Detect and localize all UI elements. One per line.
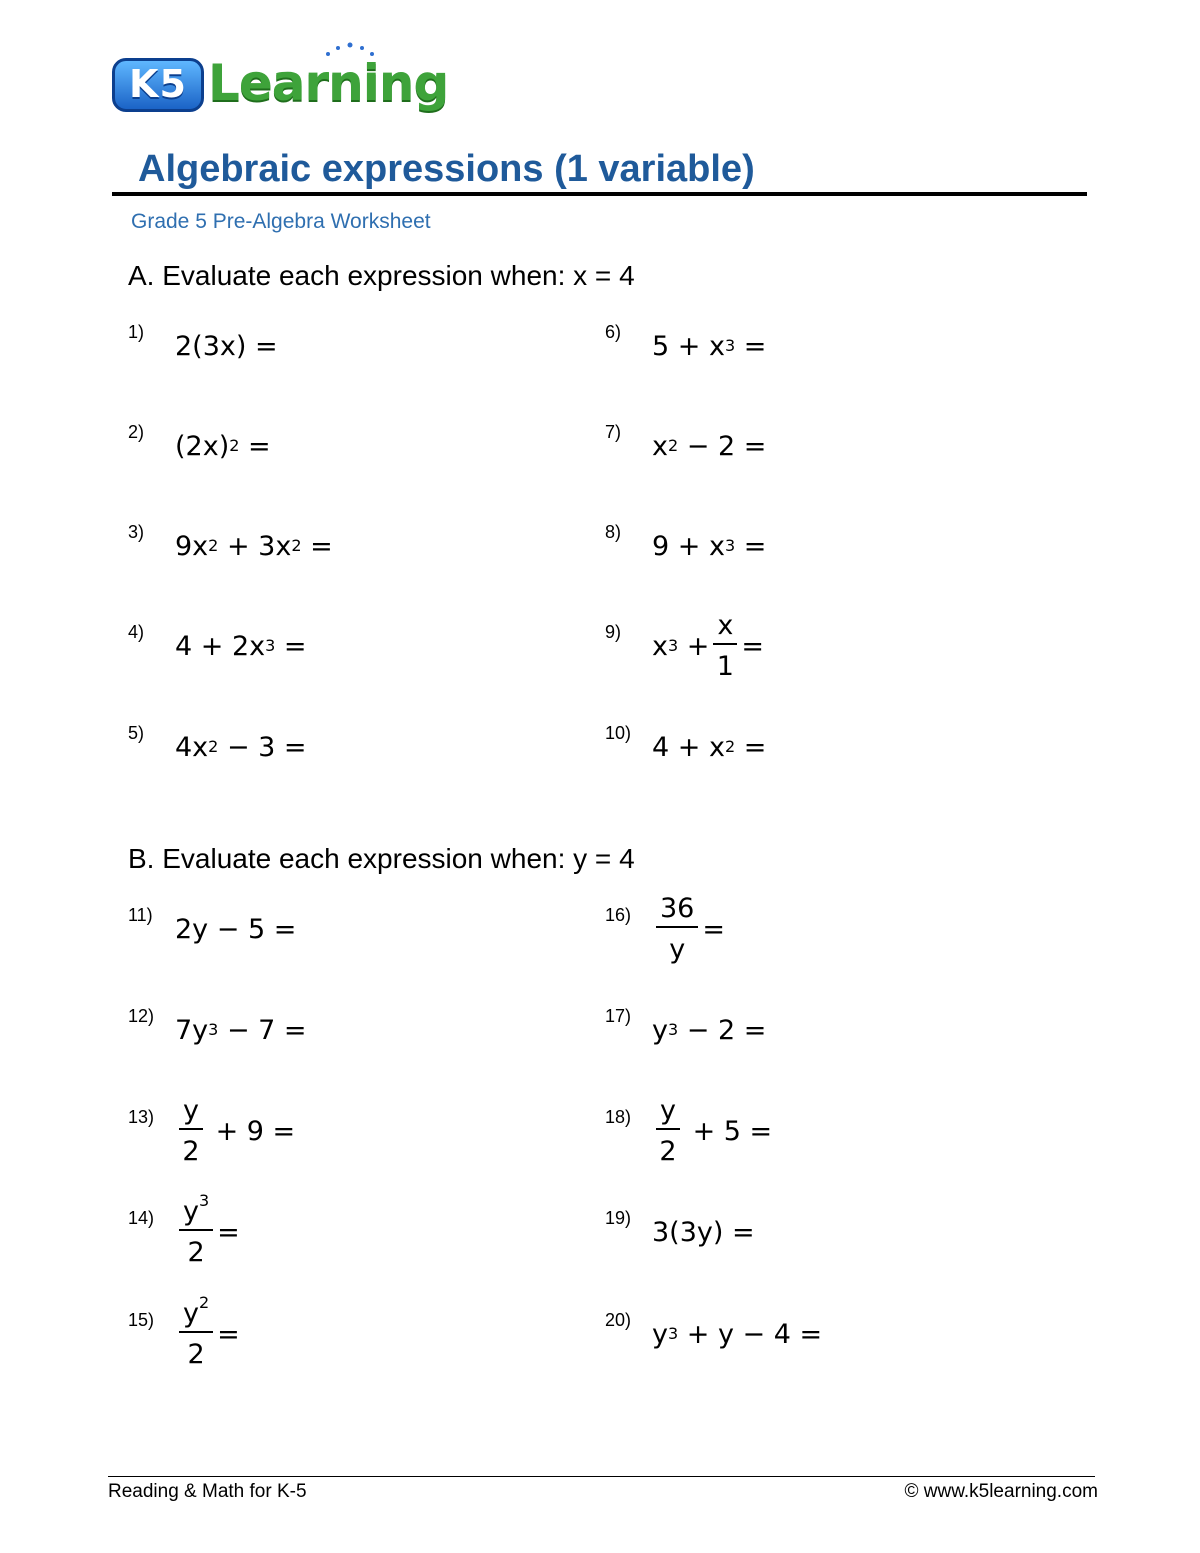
problem-number: 6) [605,322,622,342]
expression-text: − 3 = [218,731,307,763]
problem-expression: 7y 3 − 7 = [175,1014,307,1046]
exponent: 3 [198,1191,210,1210]
expression-text: 3(3y) = [652,1216,755,1248]
expression-text: y [652,1318,668,1350]
expression-text: 4 + x [652,731,725,763]
expression-text: + y − 4 = [678,1318,823,1350]
logo-wordmark: Learning [208,54,449,112]
expression-text: x [652,430,668,462]
expression-text: = [301,530,333,562]
expression-text: = [275,630,307,662]
k5-learning-logo [112,40,449,120]
fraction-numerator [179,1293,213,1333]
problem-number: 15) [128,1310,155,1330]
expression-text: 2 [182,1136,200,1167]
problem-number: 10) [605,723,632,743]
problem-number: 2) [128,422,145,442]
expression-text: + [678,630,710,662]
expression-text: x [652,630,668,662]
expression-text: 2(3x) = [175,330,278,362]
expression-text: 9 + x [652,530,725,562]
problem-number: 1) [128,322,145,342]
fraction-numerator [179,1191,213,1231]
expression-text: = [741,630,764,662]
problem-expression: (2x) 2 = [175,430,271,462]
fraction [179,1097,203,1165]
expression-text: − 7 = [218,1014,307,1046]
expression-text: = [735,731,767,763]
problem-expression: x 2 − 2 = [652,430,767,462]
expression-text: + 9 = [206,1115,296,1147]
expression-text: + 5 = [683,1115,773,1147]
expression-text: y [183,1095,199,1126]
fraction-denominator [187,1231,204,1266]
fraction-numerator [179,1097,203,1130]
problem-expression: y 3 + y − 4 = [652,1318,823,1350]
expression-text: 7y [175,1014,209,1046]
problem-expression: 4x 2 − 3 = [175,731,307,763]
expression-text: 2 [187,1237,205,1268]
fraction-numerator [656,1097,680,1130]
fraction-numerator [713,612,737,645]
problem-number: 9) [605,622,622,642]
expression-text: − 2 = [678,1014,767,1046]
problem-number: 14) [128,1208,155,1228]
problem-expression [175,1294,240,1374]
expression-text: (2x) [175,430,230,462]
expression-text: 2 [659,1136,677,1167]
expression-text: y [652,1014,668,1046]
problem-expression: 9 + x 3 = [652,530,767,562]
expression-text: y [660,1095,676,1126]
problem-expression: 4 + 2x 3 = [175,630,307,662]
footer-right-text: © www.k5learning.com [904,1481,1098,1502]
fraction [656,1097,680,1165]
problem-number: 12) [128,1006,155,1026]
expression-text: 9x [175,530,209,562]
expression-text: y [183,1298,199,1329]
problem-expression [175,889,296,969]
problem-number: 4) [128,622,145,642]
footer-left-text: Reading & Math for K-5 [108,1481,307,1502]
expression-text: 4x [175,731,209,763]
page-subtitle: Grade 5 Pre-Algebra Worksheet [131,210,431,233]
fraction-denominator [717,645,734,680]
fraction-denominator [659,1130,676,1165]
problem-number: 13) [128,1107,155,1127]
problem-number: 7) [605,422,622,442]
expression-text: 1 [716,651,734,682]
fraction [179,1293,213,1370]
expression-text: 4 + 2x [175,630,266,662]
problem-number: 11) [128,905,153,925]
logo-badge: K5 [112,58,204,112]
problem-expression [175,1091,295,1171]
fraction-numerator [656,895,698,928]
problem-number: 16) [605,905,632,925]
problem-number: 20) [605,1310,632,1330]
problem-number: 18) [605,1107,632,1127]
exponent: 2 [198,1293,210,1312]
problem-expression: 5 + x 3 = [652,330,767,362]
problem-expression: 9x 2 + 3x 2 = [175,530,333,562]
expression-text: 36 [660,893,695,924]
title-underline [112,192,1087,196]
problem-expression: y 3 − 2 = [652,1014,767,1046]
expression-text: = [702,913,725,945]
problem-expression [175,1192,240,1272]
footer-divider [108,1476,1095,1477]
fraction [713,612,737,680]
expression-text: = [735,330,767,362]
problem-number: 5) [128,723,145,743]
problem-expression [175,306,278,386]
problem-expression [652,1192,755,1272]
problem-expression [652,889,725,969]
problem-expression: 4 + x 2 = [652,731,767,763]
expression-text: y [669,934,686,965]
expression-text: + 3x [218,530,292,562]
expression-text: = [217,1318,240,1350]
problem-number: 8) [605,522,622,542]
problem-number: 17) [605,1006,632,1026]
page-title: Algebraic expressions (1 variable) [138,148,755,190]
fraction-denominator [187,1333,204,1368]
expression-text: 2y − 5 = [175,913,297,945]
fraction-denominator [182,1130,199,1165]
expression-text: = [735,530,767,562]
fraction-denominator [669,928,685,963]
expression-text: = [217,1216,240,1248]
fraction [656,895,698,963]
expression-text: 5 + x [652,330,725,362]
problem-expression [652,1091,772,1171]
section-a-heading: A. Evaluate each expression when: x = 4 [128,260,635,291]
expression-text: = [239,430,271,462]
problem-number: 3) [128,522,145,542]
section-b-heading: B. Evaluate each expression when: y = 4 [128,843,635,874]
expression-text: y [183,1196,199,1227]
problem-number: 19) [605,1208,632,1228]
fraction [179,1191,213,1268]
expression-text: x [717,610,734,641]
expression-text: − 2 = [678,430,767,462]
expression-text: 2 [187,1339,205,1370]
problem-expression: x 3 + $\frac{x}{1}$ = [652,610,764,682]
